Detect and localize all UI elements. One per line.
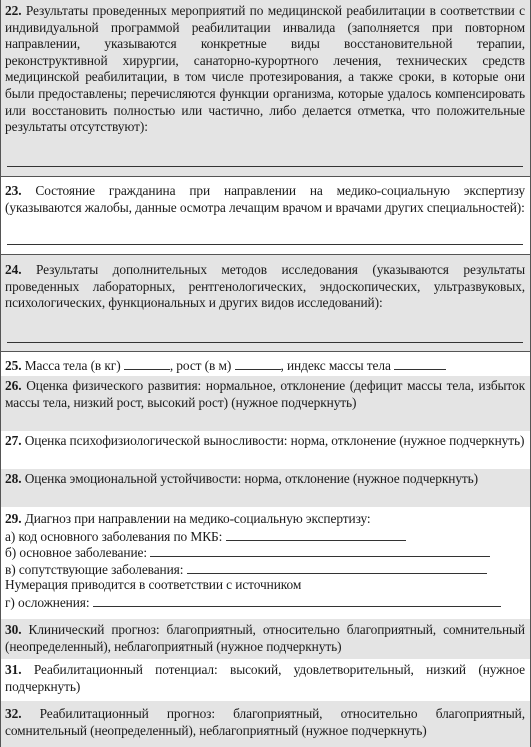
section-29	[0, 507, 531, 619]
body-mass-label: Масса тела (в кг)	[24, 358, 121, 373]
comorbid-field[interactable]	[187, 561, 487, 574]
section-30-text: Клинический прогноз: благоприятный, относительно благоприятный, сомнительный (неопределенный), неблагоприятный (нужное подчеркнуть)	[5, 622, 525, 654]
section-24-number: 24.	[5, 262, 22, 277]
icd-code-row	[5, 528, 525, 545]
bmi-label: , индекс массы тела	[280, 358, 391, 373]
section-24-answer-line[interactable]	[7, 342, 523, 343]
section-31	[0, 659, 531, 701]
section-23	[0, 177, 531, 254]
section-22-number: 22.	[5, 3, 22, 18]
main-disease-field[interactable]	[150, 544, 490, 557]
section-23-number: 23.	[5, 183, 22, 198]
comorbid-row	[5, 561, 525, 578]
section-28-text: Оценка эмоциональной устойчивости: норма, отклонение (нужное подчеркнуть)	[24, 471, 479, 486]
icd-code-field[interactable]	[226, 528, 406, 541]
complications-field[interactable]	[93, 594, 501, 607]
section-23-answer-line[interactable]	[7, 244, 523, 245]
bmi-field[interactable]	[394, 357, 446, 370]
section-24-text: Результаты дополнительных методов исследования (указываются результаты проведенных лабораторных, рентгенологических, эндоскопических, ультразвуковых, психологических, функциональных и других видов исследований):	[5, 262, 525, 311]
section-26-text: Оценка физического развития: нормальное, отклонение (дефицит массы тела, избыток массы тела, низкий рост, высокий рост) (нужное подчеркнуть)	[5, 378, 526, 410]
diagnosis-title-row	[5, 511, 525, 528]
section-24	[0, 255, 531, 351]
section-31-text: Реабилитационный потенциал: высокий, удовлетворительный, низкий (нужное подчеркнуть)	[5, 662, 526, 694]
section-22-text: Результаты проведенных мероприятий по медицинской реабилитации в соответствии с индивидуальной программой реабилитации инвалида (заполняется при повторном направлении, указываются конкретные виды восстановительной терапии, реконструктивной хирургии, санаторно-курортного лечения, технических средств медицинской реабилитации, в том числе протезирования, а также сроки, в которые они были предоставлены; перечисляются функции организма, которые удалось компенсировать или восстановить полностью или частично, либо делается отметка, что положительные результаты отсутствуют):	[5, 3, 526, 135]
section-25	[0, 352, 531, 376]
frame-left-border	[0, 0, 1, 747]
complications-row	[5, 594, 525, 611]
section-27-text: Оценка психофизиологической выносливости: норма, отклонение (нужное подчеркнуть)	[24, 433, 525, 448]
height-label: , рост (в м)	[169, 358, 232, 373]
numbering-note: Нумерация приводится в соответствии с источником	[5, 577, 302, 593]
section-28-number: 28.	[5, 471, 22, 486]
section-31-number: 31.	[5, 662, 22, 677]
diagnosis-title: Диагноз при направлении на медико-социальную экспертизу:	[24, 511, 371, 526]
numbering-note-row	[5, 577, 525, 594]
section-30-number: 30.	[5, 622, 22, 637]
body-mass-field[interactable]	[124, 357, 170, 370]
section-22	[0, 0, 531, 176]
section-28	[0, 469, 531, 507]
section-26-number: 26.	[5, 378, 22, 393]
anthropometry-row	[5, 357, 525, 374]
icd-code-label: а) код основного заболевания по МКБ:	[5, 528, 223, 544]
section-27-number: 27.	[5, 433, 22, 448]
main-disease-row	[5, 544, 525, 561]
section-29-number: 29.	[5, 511, 22, 526]
complications-label: г) осложнения:	[5, 594, 90, 610]
main-disease-label: б) основное заболевание:	[5, 545, 147, 561]
section-26	[0, 376, 531, 431]
section-23-text: Состояние гражданина при направлении на медико-социальную экспертизу (указываются жалобы, данные осмотра лечащим врачом и врачами других специальностей):	[5, 183, 525, 215]
comorbid-label: в) сопутствующие заболевания:	[5, 561, 184, 577]
section-25-number: 25.	[5, 358, 22, 373]
height-field[interactable]	[235, 357, 281, 370]
section-32-number: 32.	[5, 706, 22, 721]
section-27	[0, 431, 531, 469]
section-22-answer-line[interactable]	[7, 166, 523, 167]
section-32	[0, 701, 531, 747]
section-32-text: Реабилитационный прогноз: благоприятный, относительно благоприятный, сомнительный (неопределенный), неблагоприятный (нужное подчеркнуть)	[5, 706, 525, 738]
section-30	[0, 619, 531, 659]
